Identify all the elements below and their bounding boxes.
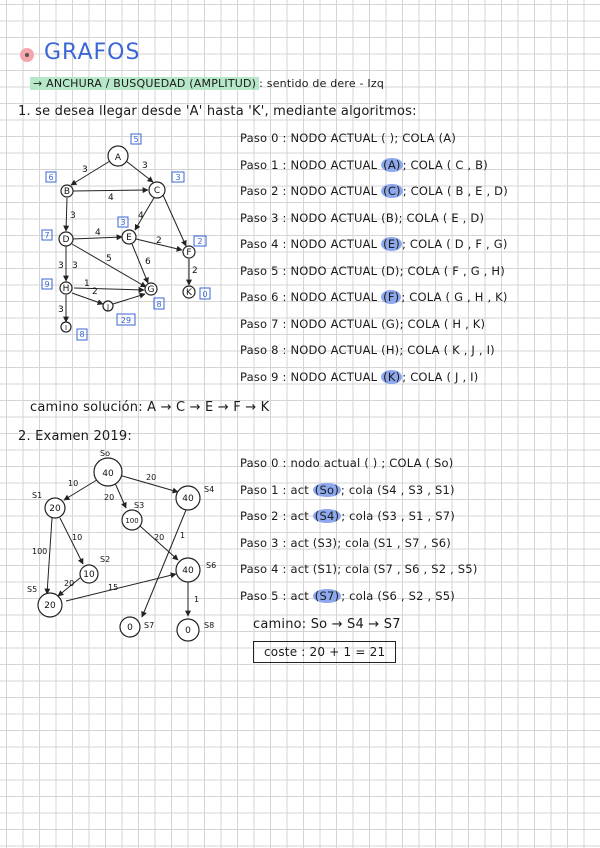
g1-weight-fk: 2 [192, 266, 198, 276]
q1-step-text: Paso 5 : NODO ACTUAL (D) [240, 263, 400, 278]
g1-weight-ac: 3 [142, 161, 148, 171]
g1-label-a: A [114, 153, 122, 163]
g1-h-i: 8 [79, 330, 85, 339]
g2-weight-s6-s8: 1 [194, 595, 200, 604]
g2-label-s5: S5 [27, 585, 38, 594]
q2-step-text: Paso 2 : act [240, 509, 309, 523]
g2-weight-s1-s2: 10 [72, 533, 83, 542]
q1-step-queue: ; COLA ( F , G , H) [399, 263, 505, 278]
q1-step-current-node: (E) [383, 237, 400, 251]
graph-1 [30, 128, 250, 343]
g1-h-j: 29 [120, 316, 132, 325]
question-2-cost-box: coste : 20 + 1 = 21 [253, 641, 396, 663]
q1-step-5 [240, 264, 505, 278]
g2-label-s2: S2 [100, 555, 111, 564]
g1-edge-c-f [163, 195, 186, 246]
q2-step-current-node: (S7) [314, 588, 340, 603]
g1-weight-eg: 6 [145, 257, 151, 267]
title-bullet-icon [20, 48, 34, 62]
q1-step-text: Paso 4 : NODO ACTUAL [240, 237, 378, 251]
g2-weight-so-s1: 10 [68, 479, 79, 488]
q1-step-text: Paso 8 : NODO ACTUAL (H) [240, 343, 400, 357]
q1-step-text: Paso 9 : NODO ACTUAL [240, 369, 378, 384]
q2-step-queue: ; cola (S4 , S3 , S1) [340, 482, 455, 497]
g1-edge-a-b [71, 161, 110, 185]
g1-weight-bc: 4 [108, 193, 114, 203]
g2-label-s4: S4 [204, 485, 215, 494]
q1-step-queue: ; COLA ( C , B) [402, 157, 488, 172]
g1-weight-hg: 1 [84, 279, 90, 289]
g2-label-s7: S7 [144, 621, 155, 630]
q1-step-4 [240, 237, 508, 251]
g1-label-c: C [153, 186, 161, 196]
g2-label-s8: S8 [204, 621, 215, 630]
g2-value-s7: 0 [127, 623, 133, 633]
page-title: GRAFOS [44, 40, 141, 65]
g1-h-g: 8 [156, 300, 162, 309]
g2-label-s3: S3 [134, 501, 145, 510]
q2-step-4 [240, 562, 478, 576]
g1-h-b: 6 [48, 173, 54, 182]
g1-label-b: B [63, 187, 71, 197]
g1-weight-hj: 2 [92, 287, 98, 297]
g2-weight-s2-s5: 20 [64, 579, 75, 588]
q2-step-queue: ; cola (S7 , S6 , S2 , S5) [337, 562, 478, 576]
question-2-path: camino: So → S4 → S7 [253, 617, 401, 632]
subheading-highlight: → ANCHURA / BUSQUEDAD (AMPLITUD) [30, 77, 259, 90]
q1-step-text: Paso 0 : NODO ACTUAL ( ) [240, 131, 395, 145]
g2-label-s1: S1 [32, 491, 43, 500]
q2-step-text: Paso 5 : act [240, 588, 309, 603]
q1-step-current-node: (F) [383, 290, 400, 304]
g2-weight-s5-s6: 15 [108, 583, 119, 592]
section-subheading [30, 77, 384, 90]
g1-edge-b-c [73, 190, 148, 191]
question-1-text: 1. se desea llegar desde 'A' hasta 'K', mediante algoritmos: [18, 104, 417, 119]
question-1-solution: camino solución: A → C → E → F → K [30, 400, 270, 415]
g1-label-i: I [64, 324, 68, 332]
g2-value-s3: 100 [125, 517, 139, 525]
q1-step-6 [240, 290, 508, 304]
g1-edge-b-d [66, 198, 67, 231]
g1-h-k: 0 [202, 290, 208, 299]
q1-step-text: Paso 2 : NODO ACTUAL [240, 184, 378, 198]
q2-step-0 [240, 456, 454, 470]
q1-step-queue: ; COLA ( G , H , K) [401, 290, 508, 304]
g2-value-s1: 20 [49, 504, 61, 514]
g2-value-s6: 40 [182, 566, 194, 576]
q2-step-3 [240, 536, 451, 550]
g1-weight-ef: 2 [156, 236, 162, 246]
g1-h-f: 2 [197, 237, 203, 246]
g1-label-g: G [147, 285, 155, 295]
q2-step-1 [240, 483, 455, 497]
g1-label-f: F [186, 248, 192, 258]
graph-2 [22, 450, 242, 650]
q1-step-8 [240, 343, 495, 357]
g2-weight-s1-s5: 100 [32, 547, 48, 556]
q1-step-text: Paso 7 : NODO ACTUAL (G) [240, 316, 400, 331]
q1-step-queue: ; COLA ( B , E , D) [402, 184, 508, 198]
g2-weight-s4-s7: 1 [180, 531, 186, 540]
g2-value-s2: 10 [83, 570, 95, 580]
g1-weight-ab: 3 [82, 165, 88, 175]
g1-weight-ce: 4 [138, 211, 144, 221]
g2-weight-so-s4: 20 [146, 473, 157, 482]
q1-step-3 [240, 211, 484, 225]
q1-step-text: Paso 6 : NODO ACTUAL [240, 290, 378, 304]
g1-edge-a-c [126, 161, 153, 182]
g1-edge-h-j [72, 293, 103, 304]
q2-step-text: Paso 1 : act [240, 482, 309, 497]
q1-step-current-node: (K) [383, 369, 401, 384]
q1-step-queue: ; COLA (A) [394, 131, 457, 145]
g2-weight-s3-s6: 20 [154, 533, 165, 542]
g1-label-h: H [62, 284, 70, 294]
g2-weight-so-s3: 20 [104, 493, 115, 502]
g1-weight-de: 4 [95, 228, 101, 238]
g2-value-s5: 20 [44, 601, 56, 611]
q1-step-queue: ; COLA ( K , J , I) [399, 343, 495, 357]
q2-step-text: Paso 0 : nodo actual ( ) ; COLA ( So) [240, 456, 454, 470]
q1-step-current-node: (A) [383, 157, 401, 172]
g1-h-c: 3 [175, 173, 181, 182]
g1-edge-j-g [113, 294, 145, 304]
g2-label-s6: S6 [206, 561, 217, 570]
q2-step-current-node: (S4) [314, 509, 340, 523]
g2-value-s8: 0 [185, 626, 191, 636]
q2-step-queue: ; cola (S1 , S7 , S6) [337, 535, 451, 550]
subheading-rest: : sentido de dere - Izq [259, 77, 385, 90]
q2-step-current-node: (So) [314, 482, 339, 497]
g1-label-e: E [126, 233, 132, 243]
g1-label-j: J [106, 303, 110, 311]
question-2-text: 2. Examen 2019: [18, 429, 132, 444]
q1-step-current-node: (C) [383, 184, 401, 198]
q1-step-1 [240, 158, 488, 172]
q2-step-queue: ; cola (S6 , S2 , S5) [341, 588, 455, 603]
g1-h-e: 3 [120, 218, 126, 227]
g1-h-a: 5 [133, 135, 139, 144]
g1-h-d: 7 [44, 231, 50, 240]
q1-step-2 [240, 184, 508, 198]
q1-step-0 [240, 131, 456, 145]
g1-weight-dh2: 3 [72, 261, 78, 271]
g1-label-d: D [62, 235, 70, 245]
g1-weight-dg: 5 [106, 254, 112, 264]
q1-step-text: Paso 3 : NODO ACTUAL (B) [240, 210, 399, 225]
g1-label-k: K [186, 288, 192, 298]
q1-step-queue: ; COLA ( H , K) [399, 316, 486, 331]
q1-step-queue: ; COLA ( J , I) [402, 369, 479, 384]
q2-step-5 [240, 589, 455, 603]
g1-weight-hi: 3 [58, 305, 64, 315]
g2-value-s4: 40 [182, 494, 194, 504]
q1-step-queue: ; COLA ( E , D) [398, 210, 485, 225]
g2-value-so: 40 [102, 469, 114, 479]
q1-step-9 [240, 370, 478, 384]
g2-label-so: So [100, 449, 110, 458]
q1-step-text: Paso 1 : NODO ACTUAL [240, 157, 378, 172]
q2-step-queue: ; cola (S3 , S1 , S7) [341, 509, 455, 523]
q2-step-text: Paso 3 : act (S3) [240, 535, 338, 550]
q2-step-text: Paso 4 : act (S1) [240, 562, 338, 576]
g1-weight-dh: 3 [58, 261, 64, 271]
g1-h-h: 9 [44, 280, 50, 289]
q1-step-queue: ; COLA ( D , F , G) [401, 237, 508, 251]
g1-weight-bd: 3 [70, 211, 76, 221]
q2-step-2 [240, 509, 455, 523]
g2-edge-so-s3 [115, 483, 126, 508]
g2-edge-s1-s5 [47, 518, 52, 594]
q1-step-7 [240, 317, 485, 331]
